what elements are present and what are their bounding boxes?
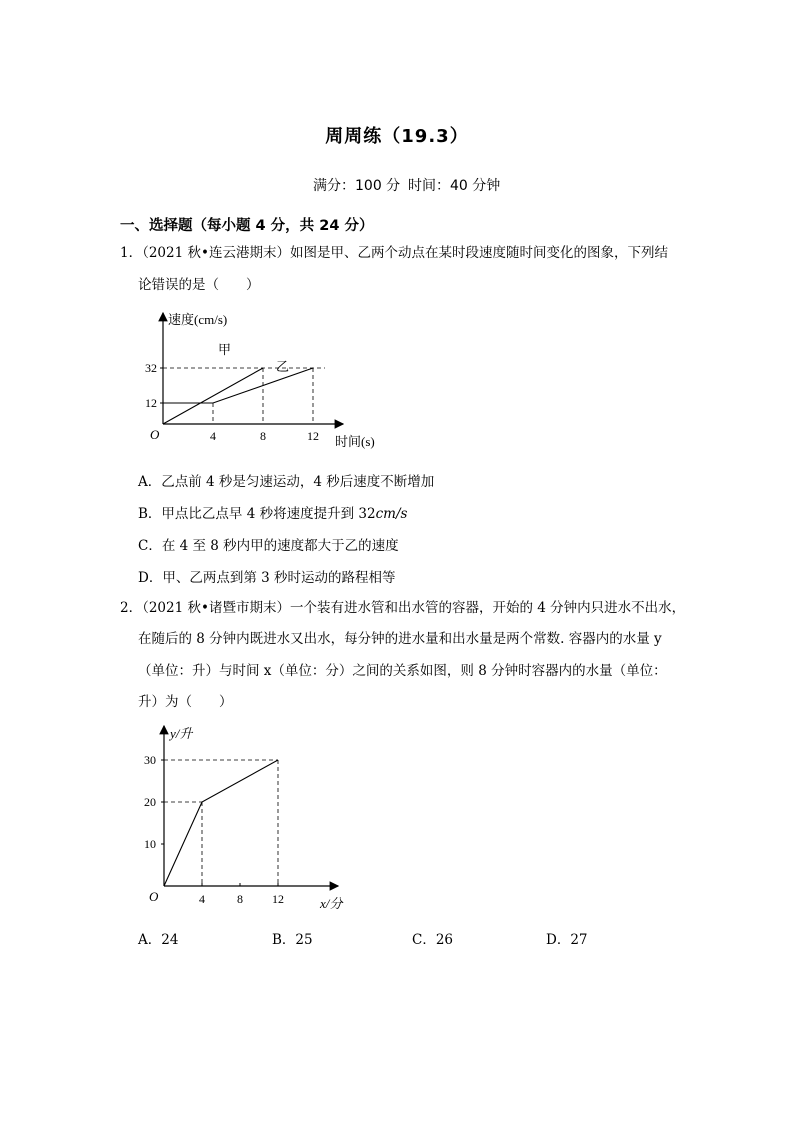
q2-x-axis-label: x/分 [320,896,343,911]
q1-y-axis-label: 速度(cm/s) [168,312,228,327]
q1-series-line-yi [163,368,313,403]
q1-series-label-jia: 甲 [218,342,232,357]
q1-option-b-unit: cm/s [375,506,408,522]
page-title: 周周练（19.3） [325,126,469,147]
q2-line4: 升）为（ ） [138,694,233,710]
q2-ytick-label-20: 20 [144,795,156,809]
q2-line3: （单位：升）与时间 x（单位：分）之间的关系如图，则 8 分钟时容器内的水量（单位： [138,663,667,679]
q1-xtick-label-12: 12 [307,429,319,443]
q2-option-d: D．27 [546,932,588,948]
q2-xtick-label-4: 4 [199,892,205,906]
q1-option-d: D．甲、乙两点到第 3 秒时运动的路程相等 [138,570,396,586]
q1-x-axis-label: 时间(s) [335,434,375,449]
q1-option-c: C．在 4 至 8 秒内甲的速度都大于乙的速度 [138,538,399,554]
section-heading: 一、选择题（每小题 4 分，共 24 分） [120,218,374,234]
q2-option-b: B．25 [272,932,313,948]
time-limit: 时间：40 分钟 [408,178,501,194]
q2-xtick-label-8: 8 [237,892,243,906]
q1-ytick-label-12: 12 [145,396,157,410]
q1-line1: 1．（2021 秋•连云港期末）如图是甲、乙两个动点在某时段速度随时间变化的图象，下列结 [120,245,668,261]
q1-option-b-value: 32 [358,506,376,522]
full-score: 满分：100 分 [313,178,401,194]
q2-series-line [164,760,278,886]
q1-xtick-label-8: 8 [260,429,266,443]
q1-option-b [138,502,407,522]
q2-chart [130,720,370,915]
q1-ytick-label-32: 32 [145,361,157,375]
q2-line2: 在随后的 8 分钟内既进水又出水，每分钟的进水量和出水量是两个常数. 容器内的水量 y [138,631,662,647]
q1-line2: 论错误的是（ ） [138,277,260,293]
q1-chart [130,305,400,455]
q2-option-a: A．24 [138,932,179,948]
q1-option-a: A．乙点前 4 秒是匀速运动，4 秒后速度不断增加 [138,474,435,490]
q2-xtick-label-12: 12 [272,892,284,906]
q1-origin-label: O [150,427,160,442]
q2-line1: 2．（2021 秋•诸暨市期末）一个装有进水管和出水管的容器，开始的 4 分钟内只进水不出水， [120,600,686,616]
q1-option-b-text: B．甲点比乙点早 4 秒将速度提升到 [138,506,359,522]
q2-option-c: C．26 [412,932,454,948]
q2-ytick-label-30: 30 [144,753,156,767]
q2-ytick-label-10: 10 [144,837,156,851]
q1-xtick-label-4: 4 [210,429,216,443]
q2-y-axis-label: y/升 [170,726,193,741]
q2-origin-label: O [149,889,159,904]
q1-series-label-yi: 乙 [276,359,290,374]
q1-series-line-jia [163,368,263,424]
